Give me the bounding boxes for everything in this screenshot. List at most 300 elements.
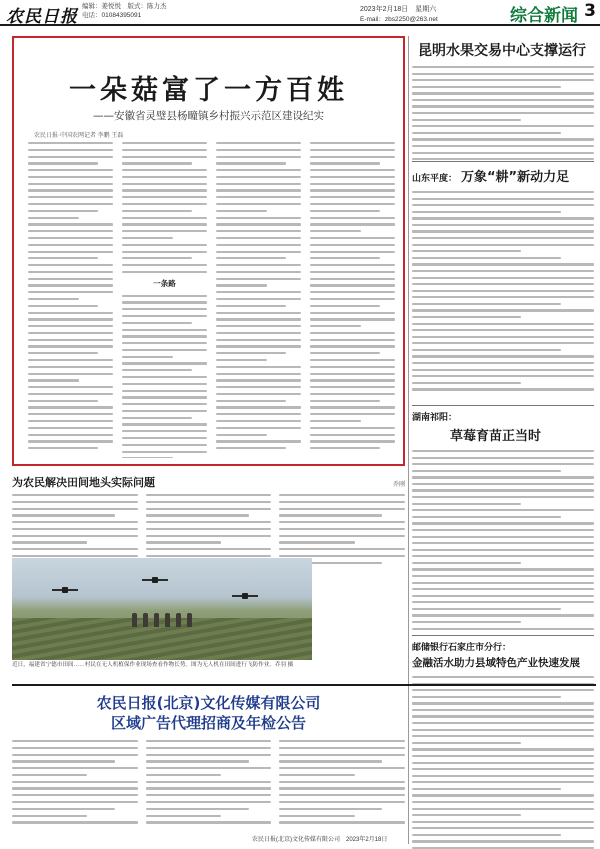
text-line [412,99,594,101]
text-line [412,112,594,114]
text-line [279,774,354,776]
text-line [279,767,405,769]
text-line [412,79,594,81]
text-line [412,263,594,265]
text-line [12,781,138,783]
text-line [146,541,221,543]
text-line [310,379,395,381]
text-line [216,142,301,144]
text-line [12,787,138,789]
text-line [216,420,301,422]
text-line [122,251,207,253]
text-line [28,291,113,293]
text-line [28,305,98,307]
text-line [412,516,561,518]
section-title: 综合新闻 [510,6,578,26]
text-line [412,309,594,311]
text-line [216,413,301,415]
text-line [122,383,207,385]
text-line [310,352,380,354]
text-line [122,149,207,151]
text-line [216,339,301,341]
text-line [12,535,138,537]
text-line [279,821,405,823]
text-line [279,787,405,789]
story-pingdu [412,166,594,402]
text-line [12,774,87,776]
text-line [146,508,272,510]
text-line [146,754,272,756]
divider [412,635,594,636]
text-line [146,514,249,516]
text-line [412,562,521,564]
text-line [146,555,272,557]
text-line [122,430,207,432]
text-line [12,808,115,810]
text-line [310,162,380,164]
text-line [310,196,395,198]
text-line [310,210,380,212]
text-line [216,332,301,334]
text-line [122,403,207,405]
text-line [12,747,138,749]
text-line [279,815,354,817]
text-line [310,393,395,395]
feature-column [216,142,301,458]
text-line [412,369,594,371]
text-line [28,434,113,436]
text-line [412,676,594,678]
text-line [12,548,138,550]
text-line [216,298,301,300]
newspaper-logo: 农民日报 [6,7,78,27]
text-line [146,821,272,823]
divider [412,405,594,406]
text-line [12,801,138,803]
story-body [412,191,594,391]
text-line [216,189,301,191]
text-line [412,230,594,232]
text-line [310,176,395,178]
text-line [310,318,395,320]
text-line [122,257,192,259]
text-line [28,183,113,185]
text-line [216,406,301,408]
text-line [146,501,272,503]
advertisement [12,684,596,844]
text-line [412,244,594,246]
text-line [412,132,561,134]
text-line [412,503,521,505]
text-line [12,521,138,523]
text-line [310,156,395,158]
text-line [28,312,113,314]
text-line [412,224,594,226]
story-label: 邮储银行石家庄市分行： [412,643,512,653]
ad-body [12,740,405,828]
feature-column [310,142,395,458]
text-line [310,189,395,191]
text-line [146,815,221,817]
farmers-group [132,612,222,628]
feature-story [12,36,405,466]
text-line [279,794,405,796]
text-line [216,257,286,259]
text-line [12,815,87,817]
text-line [412,152,594,154]
text-line [412,536,594,538]
text-line [122,322,192,324]
text-line [412,614,594,616]
text-line [412,483,594,485]
text-line [122,189,207,191]
text-line [412,290,594,292]
story-body [412,450,594,630]
text-line [412,145,594,147]
text-line [12,760,115,762]
text-line [122,342,207,344]
section-subhead: 一条路 [153,278,176,288]
text-line [28,298,79,300]
text-line [122,423,207,425]
text-line [279,541,354,543]
text-line [412,158,594,160]
photo-caption: 近日，福建省宁德市田间……村民在无人机植保作业现场查看作物长势。图为无人机在田间进行飞防作业。乔羽 摄 [12,662,294,668]
text-line [216,352,286,354]
text-line [412,198,594,200]
text-line [279,808,382,810]
text-line [122,183,207,185]
text-line [12,514,115,516]
text-line [122,362,207,364]
text-line [412,283,594,285]
text-line [12,501,138,503]
text-line [216,251,301,253]
text-line [146,548,272,550]
text-line [412,355,594,357]
text-line [146,767,272,769]
text-line [412,542,594,544]
text-line [412,489,594,491]
text-line [122,396,207,398]
text-line [310,434,395,436]
text-line [310,406,395,408]
text-line [28,189,113,191]
story-body [412,66,594,160]
text-line [412,588,594,590]
text-line [122,457,173,458]
text-line [12,794,138,796]
text-line [279,747,405,749]
text-line [216,156,301,158]
text-line [28,379,79,381]
text-line [279,521,405,523]
ad-column [146,740,272,828]
text-line [412,257,561,259]
text-line [146,760,249,762]
story-field [12,474,405,569]
text-line [146,528,272,530]
text-line [28,230,113,232]
text-line [279,760,382,762]
text-line [279,508,405,510]
divider [412,161,594,162]
story-headline: 为农民解决田间地头实际问题 [12,476,155,489]
text-line [279,801,405,803]
feature-column [28,142,113,458]
text-line [122,142,207,144]
story-qiyang [412,410,594,632]
text-line [28,156,113,158]
text-line [412,270,594,272]
text-line [28,447,98,449]
text-line [412,92,594,94]
text-line [216,393,301,395]
story-byline: 乔刚 [392,482,405,488]
text-line [412,575,594,577]
text-line [122,451,207,453]
text-line [310,312,395,314]
text-line [28,244,113,246]
text-line [216,345,301,347]
text-line [412,582,594,584]
text-line [412,250,521,252]
text-line [279,494,405,496]
text-line [122,335,207,337]
drone-icon [142,576,168,584]
story-headline: 昆明水果交易中心支撑运行 [418,43,586,59]
text-line [310,305,380,307]
feature-column [122,142,207,458]
text-line [28,339,113,341]
text-line [216,210,267,212]
story-headline: 万象“耕”新动力足 [461,170,570,185]
text-line [122,417,192,419]
ad-column [12,740,138,828]
text-line [122,308,207,310]
text-line [412,601,594,603]
text-line [412,191,594,193]
text-line [216,223,301,225]
text-line [216,284,267,286]
text-line [12,555,138,557]
text-line [310,169,395,171]
text-line [279,501,405,503]
text-line [310,217,395,219]
text-line [412,66,594,68]
text-line [28,176,113,178]
text-line [412,86,561,88]
text-line [146,801,272,803]
text-line [28,223,113,225]
text-line [412,470,561,472]
text-line [216,318,301,320]
text-line [310,183,395,185]
text-line [310,149,395,151]
text-line [28,271,113,273]
story-label: 山东平度： [412,174,458,184]
text-line [216,271,301,273]
text-line [412,125,594,127]
ad-column [279,740,405,828]
text-line [216,230,301,232]
story-kunming [412,40,594,158]
feature-subtitle: ——安徽省灵璧县杨疃镇乡村振兴示范区建设纪实 [93,110,324,122]
text-line [28,169,113,171]
text-line [216,373,301,375]
text-line [28,210,98,212]
feature-title: 一朵菇富了一方百姓 [69,75,348,106]
text-line [310,271,395,273]
text-line [412,303,561,305]
text-line [122,390,207,392]
text-line [279,740,405,742]
text-line [216,196,301,198]
text-line [12,754,138,756]
text-line [216,379,301,381]
text-line [279,555,405,557]
text-line [28,149,113,151]
text-line [412,336,594,338]
text-line [216,386,301,388]
text-line [122,223,207,225]
text-line [122,203,207,205]
text-line [279,535,405,537]
text-line [146,787,272,789]
text-line [310,359,395,361]
text-line [412,549,594,551]
text-line [28,142,113,144]
issue-date: 2023年2月18日 星期六 [360,6,437,13]
text-line [122,356,173,358]
text-line [216,434,267,436]
text-line [310,420,361,422]
text-line [310,278,395,280]
text-line [146,774,221,776]
text-line [412,105,594,107]
ad-title: 农民日报(北京)文化传媒有限公司 [96,694,321,712]
text-line [28,413,113,415]
text-line [216,264,301,266]
text-line [122,169,207,171]
text-line [122,264,207,266]
contact-email: E-mail：zbs2250@263.net [360,16,438,23]
text-line [412,628,594,630]
text-line [310,223,395,225]
text-line [12,494,138,496]
text-line [122,444,207,446]
text-line [28,325,113,327]
text-line [122,162,192,164]
text-line [412,204,594,206]
text-line [216,176,301,178]
text-line [122,295,207,297]
text-line [216,305,286,307]
text-line [12,541,87,543]
text-line [216,237,301,239]
text-line [28,251,113,253]
text-line [412,522,594,524]
text-line [122,369,192,371]
text-line [412,388,594,390]
text-line [216,325,301,327]
text-line [122,230,207,232]
text-line [28,318,113,320]
text-line [412,237,594,239]
text-line [310,251,395,253]
text-line [122,349,207,351]
text-line [28,373,113,375]
text-line [412,323,594,325]
text-line [28,400,98,402]
feature-byline: 农民日报·中国农网记者 李鹏 王磊 [34,133,124,139]
text-line [310,203,395,205]
text-line [146,535,272,537]
text-line [310,325,361,327]
text-line [28,264,113,266]
text-line [412,595,594,597]
text-line [28,406,113,408]
text-line [28,366,113,368]
text-line [122,176,207,178]
text-line [122,271,207,273]
ad-subtitle: 区域广告代理招商及年检公告 [110,714,306,732]
text-line [216,169,301,171]
text-line [310,332,395,334]
text-line [28,352,98,354]
text-line [412,375,594,377]
text-line [28,332,113,334]
text-line [310,230,361,232]
ad-footer: 农民日报(北京)文化传媒有限公司 2023年2月18日 [252,837,388,843]
text-line [310,400,380,402]
phone-line: 电话：01084395091 [82,12,142,19]
text-line [146,494,272,496]
text-line [310,386,395,388]
text-line [412,362,594,364]
text-line [216,427,301,429]
text-line [216,278,301,280]
text-line [412,316,521,318]
text-line [216,149,301,151]
text-line [28,427,113,429]
text-line [122,210,192,212]
text-line [279,548,405,550]
text-line [310,264,395,266]
text-line [412,555,594,557]
text-line [216,244,301,246]
text-line [310,244,395,246]
text-line [279,754,405,756]
text-line [12,767,138,769]
text-line [216,359,267,361]
text-line [12,740,138,742]
text-line [412,349,561,351]
text-line [122,410,207,412]
text-line [28,278,113,280]
text-line [216,291,301,293]
text-line [310,237,395,239]
text-line [122,196,207,198]
text-line [310,366,395,368]
text-line [412,457,594,459]
text-line [412,342,594,344]
text-line [412,119,521,121]
text-line [28,393,113,395]
text-line [216,217,301,219]
drone-photo [12,558,312,660]
text-line [146,781,272,783]
